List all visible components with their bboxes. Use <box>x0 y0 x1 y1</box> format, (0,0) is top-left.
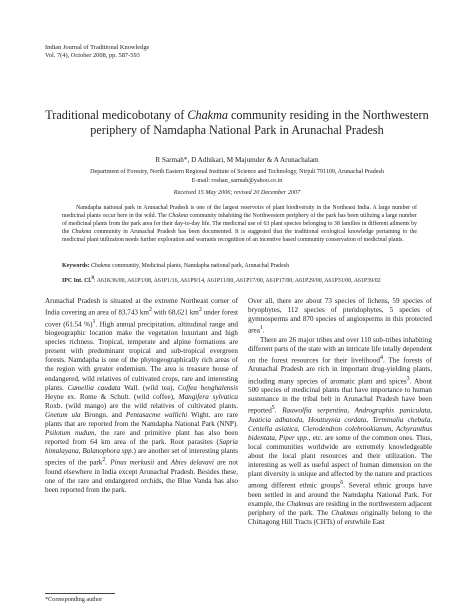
keywords <box>62 262 417 270</box>
text: , the rare and primitive plant has also been reported from 64 km area of the park. Root parasites ( <box>45 429 238 447</box>
left-paragraph <box>45 297 238 495</box>
text: . High annual precipitation, altitudinal range and biogeographic location make the vegetation luxuriant and high species richness. Tropical, temperate and alpine formations are present with predominant tropical and sub-tropical evergreen forests. Namdapha is one of the phytogeographically rich areas of the region with greater endemism. The area is treasure house of endangered, wild relatives of cultivated crops, rare and interesting plants. <box>45 319 238 392</box>
text: There are 26 major tribes and over 110 sub-tribes inhabiting different parts of the state with an intricate life totally dependent on the forest resources for their livelihood <box>248 335 432 365</box>
text: Roxb. (wild mango) are the wild relatives of cultivated plants. <box>45 401 238 410</box>
journal-header <box>45 44 149 60</box>
text: . <box>105 458 111 467</box>
species: Sapria himalayana, Balanophora spp. <box>45 438 238 456</box>
footnote-rule <box>45 593 115 594</box>
sup: 1 <box>92 318 96 325</box>
sup: 2 <box>148 307 152 314</box>
abstract-italic: Chakma <box>71 229 92 236</box>
text: , etc. are some of the common ones. Thus, local communities worldwide are extremely knowledgeable about the local plant resources and their utilization. The interesting as well as useful aspect of human dimension on the plant diversity is unique and affected by the nature and practices among different ethnic groups <box>248 433 433 490</box>
right-paragraph-2 <box>248 336 432 527</box>
species: Gnetum ula <box>45 410 81 419</box>
text: originally belong to the Chittagong Hill Tracts (CHTs) of erstwhile East <box>248 508 432 527</box>
species: Pentasacme wallichi <box>125 410 188 419</box>
title-italic: Chakma <box>187 108 228 122</box>
text: . About 500 species of medicinal plants that have importance to human sustenance in the tribal belt in Arunachal Pradesh have been reported <box>248 376 433 415</box>
abstract-text: Namdapha national park in Arunachal Pradesh is one of the largest reservoirs of plant biodiversity in the Northeast India. A large number of medicinal plants occur here in the wild. The <box>62 205 417 220</box>
species: Coffea benghalensis <box>177 383 238 392</box>
keywords-text: community, Medicinal plants, Namdapha national park, Arunachal Pradesh <box>110 263 290 269</box>
ipc-label: IPC Int. Cl. <box>62 277 92 284</box>
species: Camellia caudata <box>67 383 121 392</box>
text: under forest cover (61.54 %) <box>45 308 238 328</box>
species: Chakmas <box>286 499 314 508</box>
ipc-classification <box>62 275 461 285</box>
journal-issue: Vol. 7(4), October 2008, pp. 587-593 <box>45 52 140 60</box>
abstract-text: community in Arunachal Pradesh has been documented. It is suggested that the traditional ecological knowledge pertaining to the medicinal plant utilization needs further exploration and warrants recognition of an incentive based community conservation of medicinal plants. <box>62 229 417 244</box>
text: Brongn. and <box>80 410 126 419</box>
abstract-text: community inhabiting the Northwestern periphery of the park has been utilizing a large number of medicinal plants from the park area for their day-to-day life. The medicinal use of 63 plant species belonging to 38 families in different ailments by the <box>62 213 417 236</box>
text: Arunachal Pradesh is situated at the extreme Northeast corner of India covering an area of 83,743 km <box>45 297 238 317</box>
sup: 6 <box>340 480 344 487</box>
authors: R Sarmah*, D Adhikari, M Majumder & A Arunachalam <box>155 156 319 164</box>
title-text-1: Traditional medicobotany of <box>45 108 188 122</box>
abstract-italic: Chakma <box>168 213 189 220</box>
keywords-label: Keywords: <box>62 263 90 269</box>
text: and <box>154 458 171 467</box>
text: . Several ethnic groups have been settled in and around the Namdapha National Park. For example, the <box>248 481 432 508</box>
text: Heyne ex. Rome & Schult. (wild coffee), <box>45 392 179 401</box>
sup: 3 <box>406 375 410 382</box>
abstract <box>62 204 417 244</box>
email: E-mail: roshan_sarmah@yahoo.co.in <box>191 178 283 184</box>
paper-title <box>40 108 434 138</box>
ipc-text: : A61K36/00, A61P1/08, A61P1/16, A61P9/14, A61P11/00, A61P17/00, A61P17/00, A61P29/00, A61P31/00, A61P39/02 <box>93 277 381 284</box>
text: Over all, there are about 73 species of lichens, 59 species of bryophytes, 112 species of pteridophytes, 5 species of gymnosperms and 870 species of angiosperms in this protected area <box>248 297 432 335</box>
text: . <box>274 406 283 415</box>
sup: 5 <box>271 405 275 412</box>
left-column <box>45 297 238 495</box>
journal-name: Indian Journal of Traditional Knowledge <box>45 44 150 51</box>
text: . <box>262 326 265 335</box>
text: Wight. are rare plants that are reported from the Namdapha National Park (NNP). <box>45 410 239 428</box>
species: Pinus merkusii <box>110 458 155 467</box>
footnote: *Corresponding author <box>45 596 103 603</box>
affiliation-block <box>40 168 434 186</box>
text: Wall. (wild tea), <box>120 383 178 392</box>
sup: 2 <box>198 307 202 314</box>
ipc-sup: 8 <box>91 276 94 281</box>
species: Psilotum nudum <box>45 429 95 438</box>
species: Rauwolfia serpentina, Andrographis paniculata, Juaticia adhatoda, Houttuynia cordata, Terminalia chebula, Centella asiatica, Clerodendron colebrookianum, Achyranthus bidentata, Piper spp. <box>248 406 432 442</box>
affiliation: Department of Forestry, North Eastern Regional Institute of Science and Technology, Nirjuli 791109, Arunachal Pradesh <box>90 169 384 175</box>
sup: 2 <box>102 457 106 464</box>
text: are residing in the northwestern adjacent periphery of the park. The <box>248 499 432 517</box>
received-dates: Received 15 May 2006; revised 20 December 2007 <box>173 189 301 196</box>
sup: 1 <box>259 325 263 332</box>
species: Mangifera sylvatica <box>178 392 239 401</box>
text: ) are another set of interesting plants species of the park <box>45 447 239 467</box>
right-column <box>248 297 432 527</box>
text: . The forests of Arunachal Pradesh are rich in important drug-yielding plants, including many species of aromatic plant and spices <box>248 356 432 385</box>
species: Abies delavavi <box>170 458 214 467</box>
keywords-italic: Chakma <box>90 263 111 269</box>
right-paragraph-1 <box>248 297 432 336</box>
text: are not found elsewhere in India except Arunachal Pradesh. Besides these, one of the rare and endangered orchids, the Blue Vanda has also been reported from the park. <box>45 458 238 494</box>
sup: 4 <box>380 354 383 361</box>
text: with 68,621 km <box>151 308 199 317</box>
species: Chakmas <box>331 508 358 517</box>
title-text-2: community residing in the Northwestern periphery of Namdapha National Park in Arunachal Pradesh <box>90 108 429 138</box>
